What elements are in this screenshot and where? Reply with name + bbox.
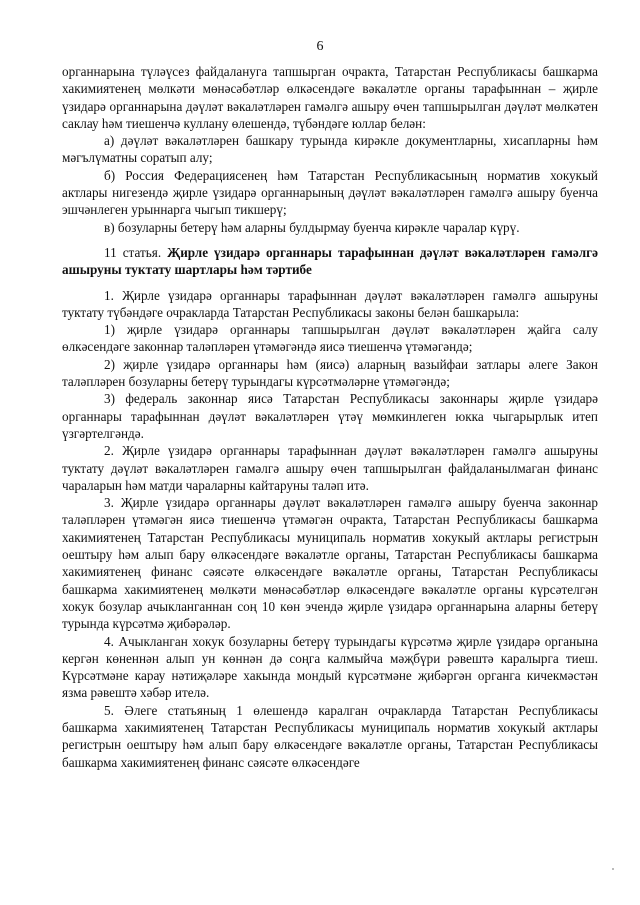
article-part-1-item-3: 3) федераль законнар яисә Татарстан Республикасы законнары җирле үзидарә органнары тарафыннан дәүләт вәкаләтләрен үтәү мөмкинлеген юкка чыгарырлык итеп үзгәртелгәндә. <box>62 391 598 441</box>
article-part-1-item-2: 2) җирле үзидарә органнары һәм (яисә) аларның вазыйфаи затлары әлеге Закон таләпләрен бозуларны бетерү турындагы күрсәтмәләрне үтәмәгәндә; <box>62 356 598 390</box>
spacer <box>62 279 598 287</box>
article-number: 11 статья. <box>104 244 162 260</box>
article-heading <box>62 244 598 279</box>
intro-item-b: б) Россия Федерациясенең һәм Татарстан Республикасының норматив хокукый актлары нигезендә җирле үзидарә органнарының дәүләт вәкаләтләрен гамәлгә ашыру буенча эшчәнлеген урыннарга чыгып тикшерү; <box>62 167 598 218</box>
article-part-1-item-1: 1) җирле үзидарә органнары тапшырылган дәүләт вәкаләтләрен җайга салу өлкәсендәге законнар таләпләрен үтәмәгәндә яисә тиешенчә үтәмәгәндә; <box>62 322 598 355</box>
article-title: Җирле үзидарә органнары тарафыннан дәүләт вәкаләтләрен гамәлгә ашыруны туктату шартлары һәм тәртибе <box>62 244 598 278</box>
intro-paragraph: органнарына түләүсез файдалануга тапшырган очракта, Татарстан Республикасы башкарма хакимиятенең мөлкәти мөнәсәбәтләр өлкәсендәге вәкаләтле органы тарафыннан – җирле үзидарә органнарына дәүләт вәкаләтләрен гамәлгә ашыру өчен тапшырылган дәүләт мөлкәтен саклау һәм тиешенчә куллану өлешендә, түбәндәге юллар белән: <box>62 64 598 131</box>
article-part-2: 2. Җирле үзидарә органнары тарафыннан дәүләт вәкаләтләрен гамәлгә ашыруны туктату дәүләт вәкаләтләрен гамәлгә ашыру өчен тапшырылган файдаланылмаган финанс чараларын һәм матди чараларны кайтаруны таләп итә. <box>62 443 598 493</box>
intro-item-a: а) дәүләт вәкаләтләрен башкару турында кирәкле документларны, хисапларны һәм мәгълүматны соратып алу; <box>62 133 598 166</box>
intro-item-v: в) бозуларны бетерү һәм аларны булдырмау буенча кирәкле чаралар күрү. <box>104 219 520 235</box>
article-part-1: 1. Җирле үзидарә органнары тарафыннан дәүләт вәкаләтләрен гамәлгә ашыруны туктату түбәндәге очракларда Татарстан Республикасы законы белән башкарыла: <box>62 287 598 320</box>
article-part-5: 5. Әлеге статьяның 1 өлешендә каралган очракларда Татарстан Республикасы башкарма хакимиятенең Татарстан Республикасы муниципаль норматив хокукый актлары регистрын оештыру һәм алып бару өлкәсендәге вәкаләтле органы, Татарстан Республикасы башкарма хакимиятенең финанс сәясәте өлкәсендәге <box>62 702 598 770</box>
article-part-3: 3. Җирле үзидарә органнары дәүләт вәкаләтләрен гамәлгә ашыру буенча законнар таләпләрен үтәмәгән яисә тиешенчә үтәмәгән очракта, Татарстан Республикасы башкарма хакимиятенең Татарстан Республикасы муниципаль норматив хокукый актлары регистрын оештыру һәм алып бару өлкәсендәге вәкаләтле органы, Татарстан Республикасы башкарма хакимиятенең финанс сәясәте өлкәсендәге вәкаләтле органы, Татарстан Республикасы башкарма хакимиятенең мөлкәти мөнәсәбәтләр өлкәсендәге вәкаләтле органы күрсәтелгән хокук бозулар ачыкланганнан соң 10 көн эчендә җирле үзидарә органнарына аларны бетерү турында күрсәтмә җибәрәләр. <box>62 495 598 632</box>
document-body <box>62 63 598 771</box>
spacer <box>62 236 598 244</box>
article-part-4: 4. Ачыкланган хокук бозуларны бетерү турындагы күрсәтмә җирле үзидарә органына кергән көненнән алып ун көннән дә соңга калмыйча мәҗбүри рәвештә каралырга тиеш. Күрсәтмәне карау нәтиҗәләре хакында мондый күрсәтмәне җибәргән органга кичекмәстән язма рәвештә хәбәр ителә. <box>62 633 598 701</box>
scan-speck <box>612 868 614 870</box>
page-number: 6 <box>316 39 324 54</box>
